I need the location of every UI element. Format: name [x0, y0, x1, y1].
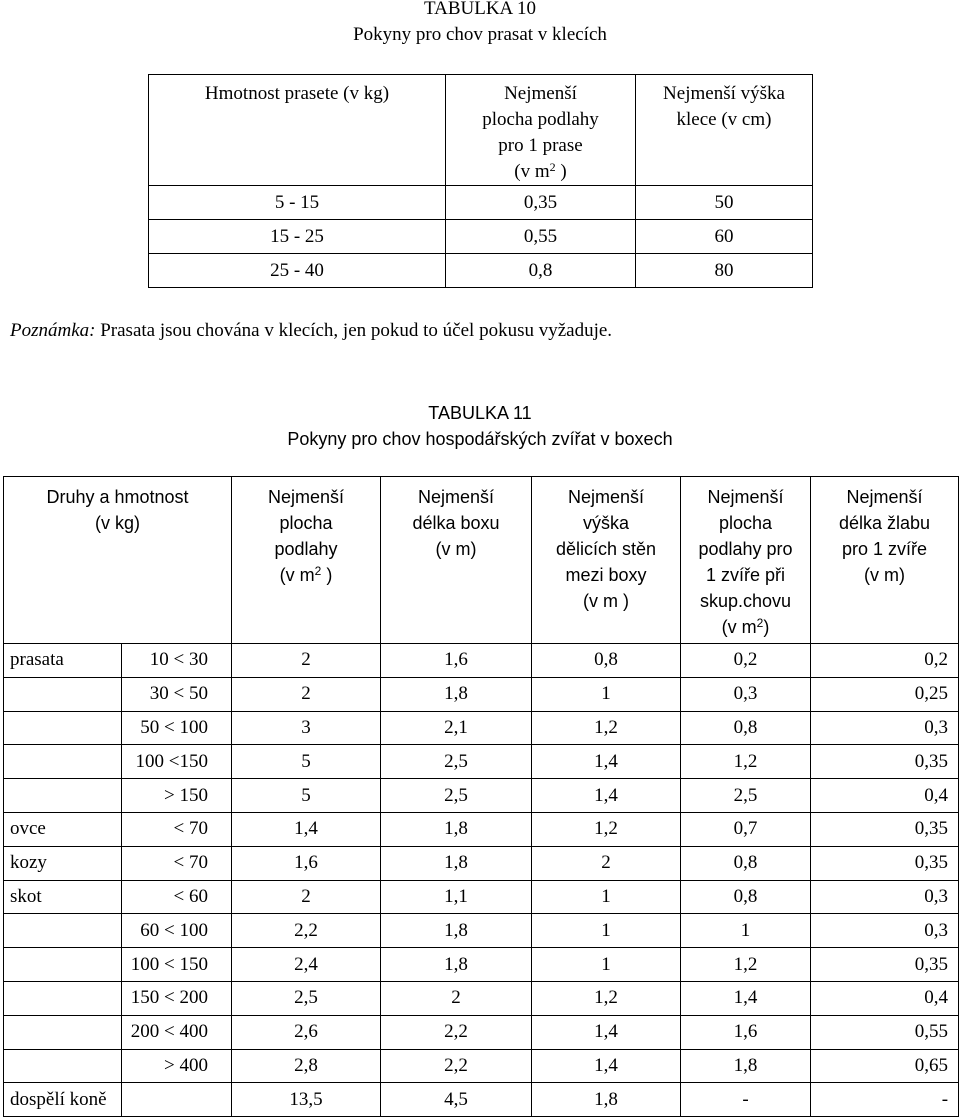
- table11-cell: 1,8: [532, 1083, 681, 1117]
- table11-cell: 1,8: [381, 677, 532, 711]
- table11-header-length: Nejmenší délka boxu (v m): [381, 477, 532, 644]
- table11-cell: 1,8: [381, 914, 532, 948]
- table11-cell: 1,4: [532, 779, 681, 813]
- table11-cell: [122, 1083, 232, 1117]
- table-row: [4, 644, 959, 678]
- table11-cell: 50 < 100: [122, 711, 232, 745]
- table11-cell: kozy: [4, 846, 122, 880]
- table11-cell: 3: [232, 711, 381, 745]
- table11-cell: skot: [4, 880, 122, 914]
- table-row: [4, 745, 959, 779]
- table11-cell: 1: [532, 914, 681, 948]
- table11-cell: 1,2: [532, 711, 681, 745]
- table10-cell: 25 - 40: [149, 254, 446, 288]
- table10-cell: 5 - 15: [149, 186, 446, 220]
- table11-cell: 0,65: [811, 1049, 959, 1083]
- table-row: [4, 914, 959, 948]
- table11-cell: 100 < 150: [122, 948, 232, 982]
- table11-cell: 2,2: [381, 1015, 532, 1049]
- table11-cell: 4,5: [381, 1083, 532, 1117]
- table11-cell: 2,5: [381, 745, 532, 779]
- table11-cell: 2,8: [232, 1049, 381, 1083]
- table11-cell: [4, 745, 122, 779]
- table11-cell: 0,2: [811, 644, 959, 678]
- table10-cell: 50: [636, 186, 813, 220]
- table11-cell: 2: [381, 981, 532, 1015]
- table11-cell: [4, 677, 122, 711]
- table11-cell: > 150: [122, 779, 232, 813]
- table11-cell: 2,2: [232, 914, 381, 948]
- table11-header-wall-height: Nejmenší výška dělicích stěn mezi boxy (v m ): [532, 477, 681, 644]
- table10-cell: 0,8: [446, 254, 636, 288]
- table11-cell: 1,8: [381, 948, 532, 982]
- table11-cell: -: [681, 1083, 811, 1117]
- table11-cell: < 60: [122, 880, 232, 914]
- table11-cell: 100 <150: [122, 745, 232, 779]
- table10-header-row: [149, 75, 813, 186]
- table10-header-height: Nejmenší výška klece (v cm): [636, 75, 813, 186]
- table11-cell: 1,6: [232, 846, 381, 880]
- table-row: [4, 812, 959, 846]
- table-row: [4, 1049, 959, 1083]
- table11-cell: 0,8: [681, 711, 811, 745]
- table11-cell: < 70: [122, 846, 232, 880]
- table11-cell: [4, 981, 122, 1015]
- table10-cell: 15 - 25: [149, 220, 446, 254]
- table11-cell: 0,3: [811, 914, 959, 948]
- table11-cell: 0,4: [811, 981, 959, 1015]
- table11-cell: 0,8: [681, 880, 811, 914]
- table11-cell: 1,6: [681, 1015, 811, 1049]
- table11-cell: 10 < 30: [122, 644, 232, 678]
- table11-cell: 1,1: [381, 880, 532, 914]
- table11-cell: [4, 711, 122, 745]
- table10-cell: 0,55: [446, 220, 636, 254]
- table11-cell: 0,55: [811, 1015, 959, 1049]
- table11-cell: 5: [232, 745, 381, 779]
- table-row: [4, 779, 959, 813]
- table-row: [4, 677, 959, 711]
- table11-cell: 1,8: [681, 1049, 811, 1083]
- note-label: Poznámka:: [10, 320, 96, 341]
- table11-cell: 2,5: [381, 779, 532, 813]
- table11-cell: 5: [232, 779, 381, 813]
- table11-cell: 0,8: [681, 846, 811, 880]
- table11-cell: 2: [532, 846, 681, 880]
- table11: [3, 476, 959, 1117]
- table11-cell: [4, 1049, 122, 1083]
- table11-header-trough: Nejmenší délka žlabu pro 1 zvíře (v m): [811, 477, 959, 644]
- table11-cell: [4, 1015, 122, 1049]
- table11-subtitle: Pokyny pro chov hospodářských zvířat v boxech: [287, 429, 673, 449]
- table10-cell: 0,35: [446, 186, 636, 220]
- table11-cell: 1,4: [532, 1015, 681, 1049]
- table10-title: TABULKA 10: [424, 0, 536, 19]
- table-row: [4, 846, 959, 880]
- table11-cell: 2,5: [232, 981, 381, 1015]
- table11-header-row: [4, 477, 959, 644]
- table11-cell: 30 < 50: [122, 677, 232, 711]
- table11-cell: 0,25: [811, 677, 959, 711]
- table11-title: TABULKA 11: [428, 403, 532, 423]
- table11-cell: 2,2: [381, 1049, 532, 1083]
- table10: [148, 74, 813, 288]
- table11-cell: 1: [532, 677, 681, 711]
- table11-cell: 0,35: [811, 948, 959, 982]
- table11-cell: 2,5: [681, 779, 811, 813]
- table-row: [4, 948, 959, 982]
- table11-cell: 1,8: [381, 846, 532, 880]
- table11-cell: [4, 914, 122, 948]
- table11-cell: 1,8: [381, 812, 532, 846]
- table11-cell: 1: [532, 880, 681, 914]
- table11-cell: ovce: [4, 812, 122, 846]
- table11-cell: 0,35: [811, 745, 959, 779]
- table-row: [149, 254, 813, 288]
- table11-header-group-area: Nejmenší plocha podlahy pro 1 zvíře při skup.chovu (v $m^2$): [681, 477, 811, 644]
- table10-note: [10, 318, 612, 344]
- table11-cell: 0,35: [811, 812, 959, 846]
- table11-body: [4, 644, 959, 1117]
- table11-cell: 1: [532, 948, 681, 982]
- table11-cell: 1,2: [681, 948, 811, 982]
- table11-header-species: Druhy a hmotnost (v kg): [4, 477, 232, 644]
- table11-cell: -: [811, 1083, 959, 1117]
- table11-cell: 1,6: [381, 644, 532, 678]
- table11-cell: 0,4: [811, 779, 959, 813]
- table10-header-area: Nejmenší plocha podlahy pro 1 prase (v $m^2$ ): [446, 75, 636, 186]
- table11-cell: 2: [232, 644, 381, 678]
- table11-cell: [4, 779, 122, 813]
- table11-cell: 1,4: [532, 745, 681, 779]
- table11-cell: 1,4: [232, 812, 381, 846]
- note-text: Prasata jsou chována v klecích, jen pokud to účel pokusu vyžaduje.: [95, 320, 613, 341]
- table10-subtitle: Pokyny pro chov prasat v klecích: [353, 24, 607, 45]
- table-row: [4, 1083, 959, 1117]
- table11-cell: 2: [232, 677, 381, 711]
- table10-cell: 80: [636, 254, 813, 288]
- table11-cell: 0,35: [811, 846, 959, 880]
- table11-cell: 2,4: [232, 948, 381, 982]
- table-row: [4, 880, 959, 914]
- table11-cell: prasata: [4, 644, 122, 678]
- table11-cell: 2,6: [232, 1015, 381, 1049]
- table-row: [149, 220, 813, 254]
- table10-cell: 60: [636, 220, 813, 254]
- table-row: [4, 1015, 959, 1049]
- table11-cell: 2: [232, 880, 381, 914]
- table11-cell: 2,1: [381, 711, 532, 745]
- table-row: [149, 186, 813, 220]
- table11-cell: 0,3: [681, 677, 811, 711]
- table11-cell: 1,2: [532, 812, 681, 846]
- table11-cell: 150 < 200: [122, 981, 232, 1015]
- table11-cell: < 70: [122, 812, 232, 846]
- table11-cell: [4, 948, 122, 982]
- table10-header-weight: Hmotnost prasete (v kg): [149, 75, 446, 186]
- table11-cell: 0,7: [681, 812, 811, 846]
- table11-cell: 1,2: [532, 981, 681, 1015]
- table11-cell: 0,2: [681, 644, 811, 678]
- table11-cell: 1,4: [532, 1049, 681, 1083]
- table11-cell: dospělí koně: [4, 1083, 122, 1117]
- table11-cell: 1,4: [681, 981, 811, 1015]
- table11-header-area: Nejmenší plocha podlahy (v $m^2$ ): [232, 477, 381, 644]
- table11-cell: 0,3: [811, 711, 959, 745]
- table11-cell: 200 < 400: [122, 1015, 232, 1049]
- table11-cell: 60 < 100: [122, 914, 232, 948]
- table11-cell: 0,3: [811, 880, 959, 914]
- table11-cell: 1: [681, 914, 811, 948]
- table-row: [4, 981, 959, 1015]
- table11-cell: > 400: [122, 1049, 232, 1083]
- table-row: [4, 711, 959, 745]
- table11-cell: 0,8: [532, 644, 681, 678]
- table11-cell: 1,2: [681, 745, 811, 779]
- table11-cell: 13,5: [232, 1083, 381, 1117]
